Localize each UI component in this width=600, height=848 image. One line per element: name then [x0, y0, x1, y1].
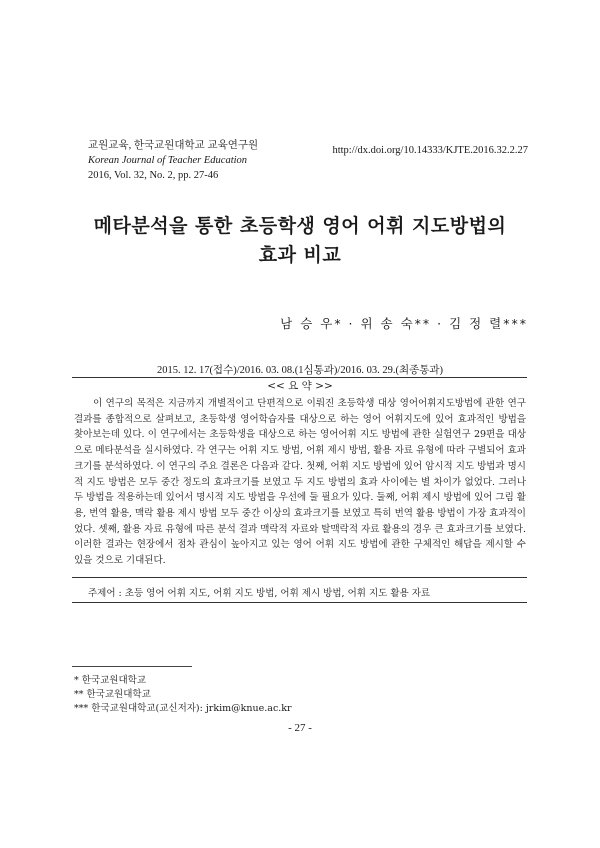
- keywords-top-rule: [72, 577, 527, 578]
- footnote-rule: [72, 666, 192, 667]
- footnote-3: *** 한국교원대학교(교신저자): jrkim@knue.ac.kr: [74, 703, 292, 714]
- submission-dates: 2015. 12. 17(접수)/2016. 03. 08.(1심통과)/2016. 03. 29.(최종통과): [156, 365, 444, 376]
- journal-volume: 2016, Vol. 32, No. 2, pp. 27-46: [88, 170, 219, 181]
- footnote-1: * 한국교원대학교: [74, 675, 147, 686]
- title-line-2: 효과 비교: [258, 244, 342, 266]
- keywords-bottom-rule: [72, 602, 527, 603]
- title-line-1: 메타분석을 통한 초등학생 영어 어휘 지도방법의: [93, 215, 507, 237]
- journal-name-english: Korean Journal of Teacher Education: [88, 155, 248, 166]
- doi-link[interactable]: http://dx.doi.org/10.14333/KJTE.2016.32.2.27: [332, 145, 528, 156]
- journal-name-korean: 교원교육, 한국교원대학교 교육연구원: [88, 140, 259, 151]
- page-number: - 27 -: [288, 722, 312, 734]
- paper-title: [0, 212, 600, 270]
- journal-header: [88, 138, 258, 183]
- summary-heading: << 요 약 >>: [267, 380, 333, 392]
- keywords: 주제어 : 초등 영어 어휘 지도, 어휘 지도 방법, 어휘 제시 방법, 어휘 지도 활용 자료: [88, 588, 431, 599]
- abstract-text: 이 연구의 목적은 지금까지 개별적이고 단편적으로 이뤄진 초등학생 대상 영어어휘지도방법에 관한 연구 결과를 종합적으로 살펴보고, 초등학생 영어학습자를 대상으로 하는 영어 어휘지도에 있어 효과적인 방법을 찾아보는데 있다. 이 연구에서는 초등학생을 대상으로 하는 영어어휘 지도 방법에 관한 실험연구 29편을 대상으로 메타분석을 실시하였다. 각 연구는 어휘 지도 방법, 어휘 제시 방법, 활용 자료 유형에 따라 구별되어 효과크기를 분석하였다. 이 연구의 주요 결론은 다음과 같다. 첫째, 어휘 지도 방법에 있어 암시적 지도 방법과 명시적 지도 방법은 모두 중간 정도의 효과크기를 보였고 두 지도 방법의 효과 사이에는 별 차이가 없었다. 그러나 두 방법을 적용하는데 있어서 명시적 지도 방법을 우선에 둘 필요가 있다. 둘째, 어휘 제시 방법에 있어 그림 활용, 번역 활용, 맥락 활용 제시 방법 모두 중간 이상의 효과크기를 보였고 특히 번역 활용 방법이 가장 효과적이었다. 셋째, 활용 자료 유형에 따른 분석 결과 맥락적 자료와 탈맥락적 자료 활용의 경우 큰 효과크기를 보였다. 이러한 결과는 현장에서 점차 관심이 높아지고 있는 영어 어휘 지도 방법에 관한 구체적인 해답을 제시할 수 있을 것으로 기대된다.: [74, 398, 526, 567]
- footnote-2: ** 한국교원대학교: [74, 689, 151, 700]
- authors: 남 승 우* · 위 송 숙** · 김 정 렬***: [280, 316, 528, 331]
